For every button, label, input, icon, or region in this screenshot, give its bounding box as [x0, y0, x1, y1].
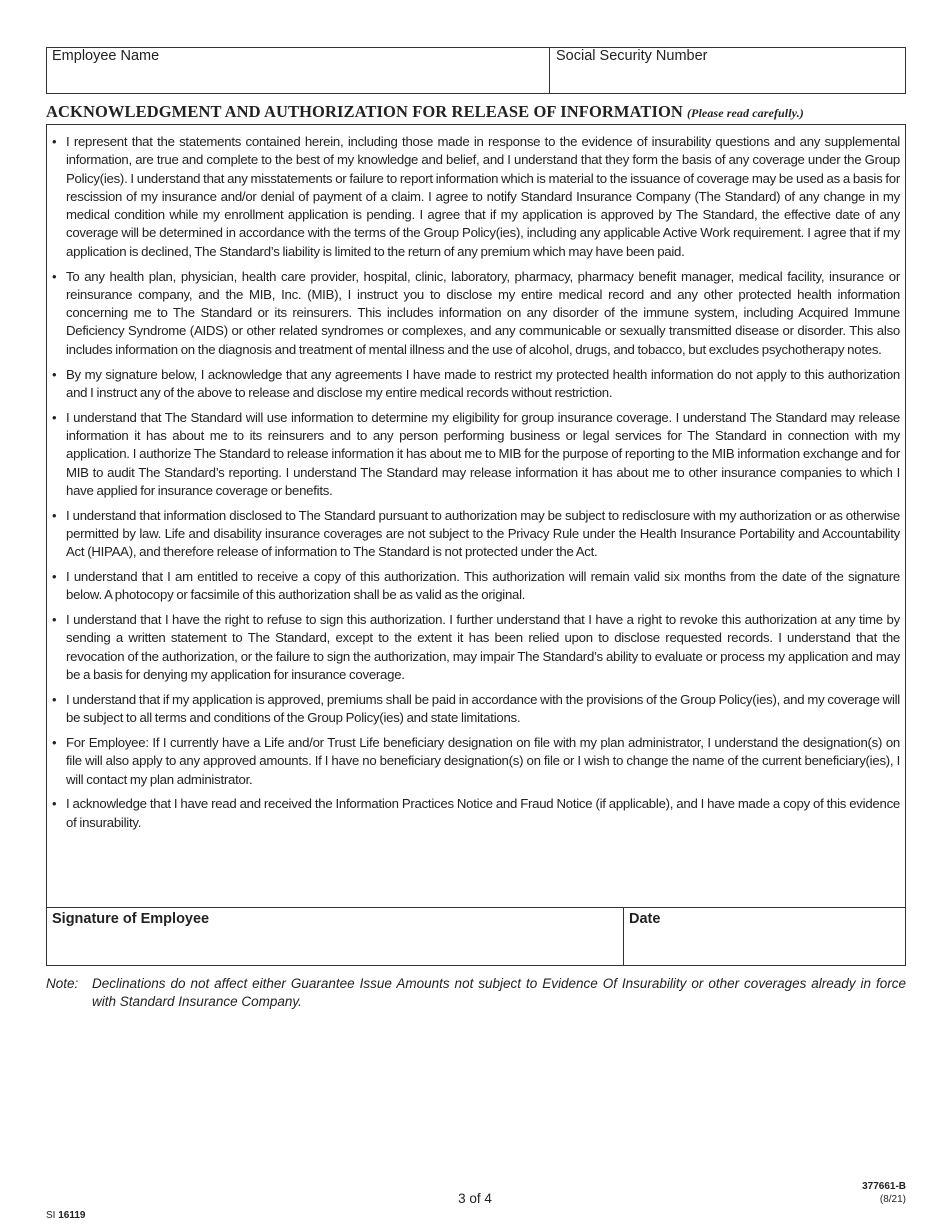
form-code: 377661-B [862, 1181, 906, 1192]
note-label: Note: [46, 976, 79, 991]
employee-signature-field[interactable] [47, 908, 623, 965]
section-heading [46, 102, 804, 122]
authorization-bullet-list [52, 133, 900, 838]
declination-note [46, 975, 906, 1011]
employee-name-label: Employee Name [52, 48, 160, 64]
form-prefix: SI [46, 1210, 56, 1221]
list-item: • I understand that information disclosed to The Standard pursuant to authorization may be subject to redisclosure with my authorization or as otherwise permitted by law. Life and disability insurance coverages are not subject to the Privacy Rule under the Health Insurance Portability and Accountability Act (HIPAA), and therefore release of information to The Standard is not protected under the Act. [52, 507, 900, 560]
list-item: • I acknowledge that I have read and received the Information Practices Notice and Fraud Notice (if applicable), and I have made a copy of this evidence of insurability. [52, 796, 900, 830]
list-item: • I understand that I have the right to refuse to sign this authorization. I further understand that I have a right to revoke this authorization at any time by sending a written statement to The Standard, except to the extent it has been relied upon to disclose requested records. I understand that the revocation of the authorization, or the failure to sign the authorization, may impair The Standard’s ability to evaluate or process my application and may be a basis for denying my application for insurance coverage. [52, 612, 900, 683]
section-title: ACKNOWLEDGMENT AND AUTHORIZATION FOR RELEASE OF INFORMATION [46, 102, 683, 121]
bullet-icon: • [52, 366, 57, 382]
bullet-icon: • [52, 409, 57, 425]
list-item: • By my signature below, I acknowledge that any agreements I have made to restrict my protected health information do not apply to this authorization and I instruct any of the above to release and disclose my entire medical records without restriction. [52, 366, 900, 400]
form-number-value: 16119 [58, 1210, 86, 1221]
note-text: Declinations do not affect either Guarantee Issue Amounts not subject to Evidence Of Insurability or other coverages already in force with Standard Insurance Company. [92, 976, 906, 1009]
list-item: • To any health plan, physician, health care provider, hospital, clinic, laboratory, pharmacy, pharmacy benefit manager, medical facility, insurance or reinsurance company, and the MIB, Inc. (MIB), I instruct you to disclose my entire medical record and any other protected health information concerning me to The Standard or its reinsurers. This includes information on any disorder of the immune system, including Acquired Immune Deficiency Syndrome (AIDS) or other related syndromes or complexes, and any communicable or sexually transmitted disease or disorder. This also includes information on the diagnosis and treatment of mental illness and the use of alcohol, drugs, and tobacco, but excludes psychotherapy notes. [52, 268, 900, 357]
bullet-icon: • [52, 734, 57, 750]
bullet-icon: • [52, 268, 57, 284]
date-label: Date [629, 911, 661, 927]
ssn-field[interactable] [549, 47, 906, 94]
bullet-icon: • [52, 612, 57, 628]
bullet-icon: • [52, 507, 57, 523]
bullet-icon: • [52, 796, 57, 812]
section-subtitle: (Please read carefully.) [686, 106, 804, 120]
form-code-block [862, 1180, 906, 1206]
date-field[interactable] [624, 908, 905, 965]
list-item: • I understand that if my application is approved, premiums shall be paid in accordance with the provisions of the Group Policy(ies), and my coverage will be subject to all terms and conditions of the Group Policy(ies) and state limitations. [52, 691, 900, 726]
ssn-label: Social Security Number [556, 48, 708, 64]
bullet-icon: • [52, 569, 57, 585]
list-item: • I understand that I am entitled to receive a copy of this authorization. This authorization will remain valid six months from the date of the signature below. A photocopy or facsimile of this authorization shall be as valid as the original. [52, 569, 900, 603]
employee-name-field[interactable] [46, 47, 550, 94]
bullet-icon: • [52, 691, 57, 707]
form-number [46, 1210, 86, 1221]
signature-label: Signature of Employee [52, 911, 210, 927]
bullet-icon: • [52, 134, 57, 149]
list-item: • I understand that The Standard will use information to determine my eligibility for group insurance coverage. I understand The Standard may release information it has about me to its reinsurers and to any person performing business or legal services for The Standard in connection with my application. I authorize The Standard to release information it has about me to MIB for the purpose of reporting to the MIB information exchange and for MIB to audit The Standard’s reporting. I understand The Standard may release information it has about me to other insurance companies to which I have applied for insurance coverage or benefits. [52, 409, 900, 498]
form-revision: (8/21) [879, 1194, 906, 1205]
list-item: • For Employee: If I currently have a Life and/or Trust Life beneficiary designation on file with my plan administrator, I understand the designation(s) on file will also apply to any approved amounts. If I have no beneficiary designation(s) on file or I wish to change the name of the current beneficiary(ies), I will contact my plan administrator. [52, 734, 900, 787]
list-item: • I represent that the statements contained herein, including those made in response to the evidence of insurability questions and any supplemental information, are true and complete to the best of my knowledge and belief, and I understand that they form the basis of any coverage under the Group Policy(ies). I understand that any misstatements or failure to report information which is material to the issuance of coverage may be used as a basis for rescission of my insurance and/or denial of payment of a claim. I agree to notify Standard Insurance Company (The Standard) of any change in my medical condition while my enrollment application is pending. I agree that if my application is approved by The Standard, the effective date of any coverage will be determined in accordance with the terms of the Group Policy(ies), including any applicable Active Work requirement. I agree that if my application is declined, The Standard’s liability is limited to the return of any premium which may have been paid. [52, 134, 900, 259]
page-number: 3 of 4 [458, 1191, 492, 1206]
